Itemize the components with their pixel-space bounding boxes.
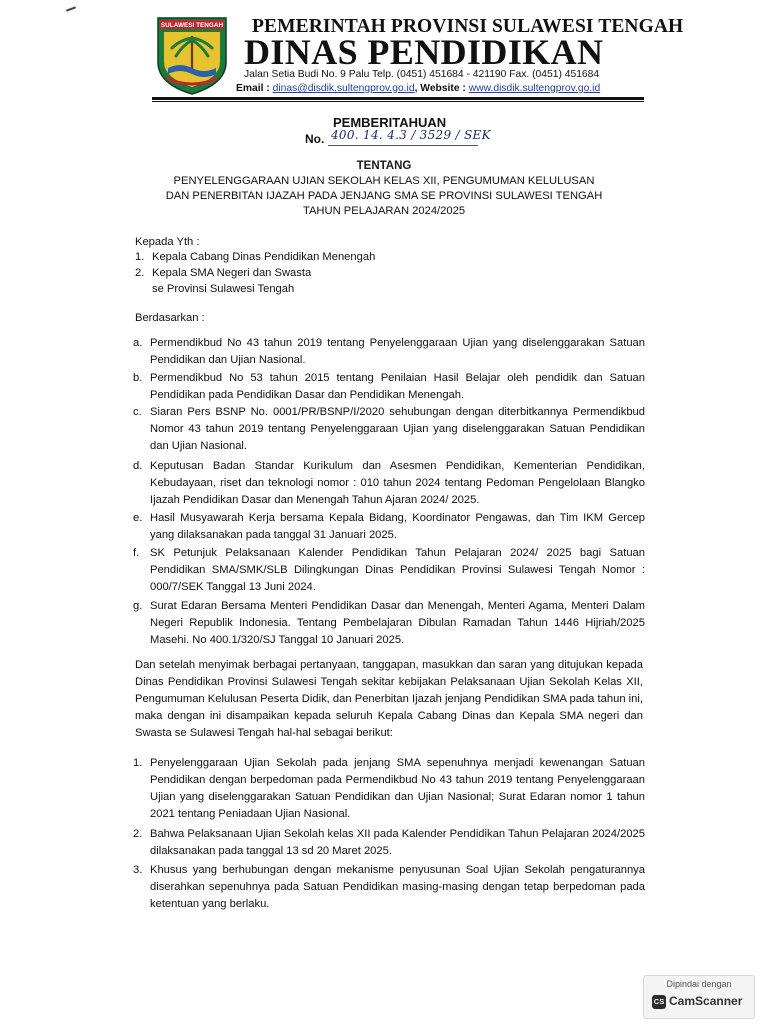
announcement-number-label: No. <box>305 132 325 146</box>
point-item-1 <box>133 755 645 823</box>
basis-marker: c. <box>133 406 142 418</box>
number-underline <box>328 145 478 146</box>
agency-name: DINAS PENDIDIKAN <box>244 32 604 72</box>
basis-marker: f. <box>133 547 140 559</box>
letterhead-rule-thick <box>152 97 644 100</box>
website-link[interactable]: www.disdik.sultengprov.go.id <box>468 83 601 94</box>
basis-item-f <box>133 545 645 596</box>
basis-marker: g. <box>133 600 143 612</box>
recipients-label: Kepada Yth : <box>135 236 200 248</box>
website-label: , Website : <box>414 83 466 94</box>
subject-heading: TENTANG <box>356 160 412 172</box>
subject-line-1: PENYELENGGARAAN UJIAN SEKOLAH KELAS XII, PENGUMUMAN KELULUSAN <box>173 175 595 187</box>
basis-text: Permendikbud No 43 tahun 2019 tentang Penyelenggaraan Ujian yang diselenggarakan Satuan Pendidikan dan Ujian Nasional. <box>150 337 645 366</box>
point-marker: 2. <box>133 828 143 840</box>
point-marker: 1. <box>133 757 143 769</box>
basis-item-b <box>133 370 645 404</box>
basis-item-a <box>133 335 645 369</box>
camscanner-logo-icon: CS <box>652 995 666 1009</box>
point-item-3 <box>133 862 645 913</box>
scanner-caption: Dipindai dengan <box>666 979 732 989</box>
provincial-emblem-icon <box>154 16 230 96</box>
point-text: Bahwa Pelaksanaan Ujian Sekolah kelas XII pada Kalender Pendidikan Tahun Pelajaran 2024/2025 dilaksanakan pada tanggal 13 sd 20 Maret 2025. <box>150 828 645 857</box>
basis-text: Hasil Musyawarah Kerja bersama Kepala Bidang, Koordinator Pengawas, dan Tim IKM Gercep yang dilaksanakan pada tanggal 31 Januari 2025. <box>150 512 645 541</box>
intro-paragraph: Dan setelah menyimak berbagai pertanyaan, tanggapan, masukkan dan saran yang ditujukan kepada Dinas Pendidikan Provinsi Sulawesi Tengah sekitar kebijakan Pelaksanaan Ujian Sekolah Kelas XII, Pengumuman Kelulusan Peserta Didik, dan Penerbitan Ijazah jenjang Pendidikan SMA pada tahun ini, maka dengan ini disampaikan kepada seluruh Kepala Cabang Dinas dan Kepala SMA negeri dan Swasta se Sulawesi Tengah hal-hal sebagai berikut: <box>135 659 643 739</box>
recipient-marker-2: 2. <box>135 267 145 279</box>
email-link[interactable]: dinas@disdik.sultengprov.go.id <box>272 83 415 94</box>
basis-text: Surat Edaran Bersama Menteri Pendidikan Dasar dan Menengah, Menteri Agama, Menteri Dalam Negeri Republik Indonesia. Tentang Pembelajaran Dibulan Ramadan Tahun 1446 Hijriah/2025 Masehi. No 400.1/320/SJ Tanggal 10 Januari 2025. <box>150 600 645 646</box>
point-text: Penyelenggaraan Ujian Sekolah pada jenjang SMA sepenuhnya menjadi kewenangan Satuan Pendidikan dengan berpedoman pada Permendikbud No 43 tahun 2019 tentang Penyelenggaraan Ujian yang diselenggarakan Satuan Pendidikan dan Ujian Nasional; Surat Edaran nomor 1 tahun 2021 tentang Peniadaan Ujian Nasional. <box>150 757 645 820</box>
basis-text: Keputusan Badan Standar Kurikulum dan Asesmen Pendidikan, Kementerian Pendidikan, Kebudayaan, riset dan teknologi nomor : 010 tahun 2024 tentang Pedoman Pengelolaan Blangko Ijazah Pendidikan Dasar dan Menengah Tahun Ajaran 2024/ 2025. <box>150 460 645 506</box>
letterhead-rule-thin <box>152 101 644 102</box>
basis-marker: a. <box>133 337 143 349</box>
basis-text: SK Petunjuk Pelaksanaan Kalender Pendidikan Tahun Pelajaran 2024/ 2025 bagi Satuan Pendidikan SMA/SMK/SLB Dilingkungan Dinas Pendidikan Provinsi Sulawesi Tengah Nomor : 000/7/SEK Tanggal 13 Juni 2024. <box>150 547 645 593</box>
announcement-number-handwritten: 400. 14. 4.3 / 3529 / SEK <box>331 128 491 142</box>
scanner-name: CamScanner <box>669 994 743 1008</box>
basis-item-e <box>133 510 645 544</box>
recipient-continuation: se Provinsi Sulawesi Tengah <box>152 283 295 295</box>
basis-item-d <box>133 458 645 509</box>
point-text: Khusus yang berhubungan dengan mekanisme penyusunan Soal Ujian Sekolah pengaturannya diserahkan sepenuhnya pada Satuan Pendidikan masing-masing dengan tetap berpedoman pada ketentuan yang berlaku. <box>150 864 645 910</box>
government-name: PEMERINTAH PROVINSI SULAWESI TENGAH <box>252 16 684 37</box>
recipient-item-1: Kepala Cabang Dinas Pendidikan Menengah <box>152 251 376 263</box>
contact-line <box>236 83 600 94</box>
subject-line-2: DAN PENERBITAN IJAZAH PADA JENJANG SMA SE PROVINSI SULAWESI TENGAH <box>165 190 603 202</box>
basis-label: Berdasarkan : <box>135 312 205 324</box>
basis-text: Permendikbud No 53 tahun 2015 tentang Penilaian Hasil Belajar oleh pendidik dan Satuan Pendidikan pada Pendidikan Dasar dan Pendidikan Menengah. <box>150 372 645 401</box>
point-item-2 <box>133 826 645 860</box>
basis-marker: b. <box>133 372 143 384</box>
camscanner-badge <box>643 975 755 1019</box>
basis-text: Siaran Pers BSNP No. 0001/PR/BSNP/I/2020 sehubungan dengan diterbitkannya Permendikbud Nomor 43 tahun 2019 tentang Penyelenggaraan Ujian yang diselenggarakan Satuan Pendidikan dan Ujian Nasional. <box>150 406 645 452</box>
basis-marker: d. <box>133 460 143 472</box>
announcement-title: PEMBERITAHUAN <box>333 115 447 130</box>
scan-mark <box>66 6 76 11</box>
emblem-label: SULAWESI TENGAH <box>160 22 224 30</box>
point-marker: 3. <box>133 864 143 876</box>
agency-address: Jalan Setia Budi No. 9 Palu Telp. (0451) 451684 - 421190 Fax. (0451) 451684 <box>244 69 600 80</box>
basis-item-g <box>133 598 645 649</box>
recipient-marker-1: 1. <box>135 251 145 263</box>
recipient-item-2: Kepala SMA Negeri dan Swasta <box>152 267 312 279</box>
basis-marker: e. <box>133 512 143 524</box>
subject-line-3: TAHUN PELAJARAN 2024/2025 <box>302 205 466 217</box>
email-label: Email : <box>236 83 270 94</box>
basis-item-c <box>133 404 645 455</box>
